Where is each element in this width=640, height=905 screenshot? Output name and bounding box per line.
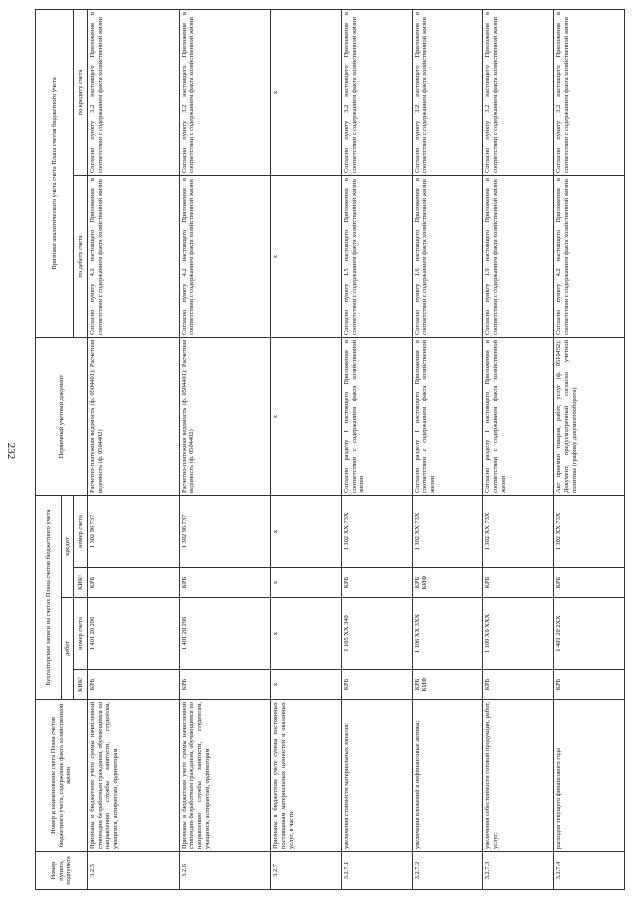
- cell-name: Признаны в бюджетном учете суммы начисленной стипендии безработным гражданам, обучающимся по направлению службы занятости, студентам, учащимся, аспирантам, ординаторам: [179, 700, 271, 852]
- cell-doc: Акт приемки товаров, работ, услуг (ф. 0510452); Документ, предусмотренный согласно учетной политике (графику документооборота): [554, 337, 625, 495]
- table-row: [483, 9, 554, 889]
- cell-num: 3.2.5: [88, 852, 180, 890]
- cell-num: 3.2.6: [179, 852, 271, 890]
- table-row: [179, 9, 271, 889]
- cell-acc-credit: x: [271, 495, 342, 567]
- cell-acc-debit: 1 401 20 296: [179, 598, 271, 670]
- cell-doc: Согласно разделу I настоящего Приложения в соответствии с содержанием факта хозяйственной жизни: [483, 337, 554, 495]
- cell-kik-credit: x: [271, 568, 342, 598]
- header-by-credit: по кредиту счета: [74, 9, 88, 175]
- cell-kik-credit: КРБ КИФ: [412, 568, 483, 598]
- cell-sign-debit: Согласно пункту 4.2 настоящего Приложения в соответствии с содержанием факта хозяйственной жизни: [88, 175, 180, 337]
- table-row: [554, 9, 625, 889]
- cell-sign-credit: Согласно пункту 3.2 настоящего Приложения в соответствии с содержанием факта хозяйственной жизни: [483, 9, 554, 175]
- header-entries: Бухгалтерские записи на счетах Плана счетов бюджетного учета: [36, 495, 62, 699]
- cell-kik-debit: КРБ КИФ: [412, 670, 483, 700]
- cell-sign-debit: Согласно пункту 4.2 настоящего Приложения в соответствии с содержанием факта хозяйственной жизни: [554, 175, 625, 337]
- cell-sign-debit: x: [271, 175, 342, 337]
- accounting-table: [35, 9, 625, 890]
- table-row: [88, 9, 180, 889]
- header-acc-debit: номер счета: [74, 598, 88, 670]
- cell-sign-credit: Согласно пункту 3.2 настоящего Приложения в соответствии с содержанием факта хозяйственной жизни: [412, 9, 483, 175]
- header-doc: Первичный учетный документ: [36, 337, 88, 495]
- cell-sign-credit: x: [271, 9, 342, 175]
- cell-acc-debit: x: [271, 598, 342, 670]
- cell-num: 3.2.7.1: [341, 852, 412, 890]
- cell-num: 3.2.7.4: [554, 852, 625, 890]
- cell-acc-credit: 1 302 XX 73X: [554, 495, 625, 567]
- cell-kik-debit: КРБ: [88, 670, 180, 700]
- page-number: 232: [5, 442, 17, 460]
- rotated-page: [35, 10, 625, 890]
- cell-name: Признаны в бюджетном учете суммы постоянных поставщикам материальных ценностей и оказанных услуг, в части:: [271, 700, 342, 852]
- cell-name: увеличения вложений в нефинансовые активы;: [412, 700, 483, 852]
- cell-sign-debit: Согласно пункту 1.9 настоящего Приложения в соответствии с содержанием факта хозяйственной жизни: [483, 175, 554, 337]
- header-by-debit: по дебету счета: [74, 175, 88, 337]
- cell-kik-credit: КРБ: [88, 568, 180, 598]
- cell-kik-credit: КРБ: [179, 568, 271, 598]
- cell-kik-debit: КРБ: [179, 670, 271, 700]
- cell-acc-debit: 1 401 20 296: [88, 598, 180, 670]
- cell-doc: Расчетно-платежная ведомость (ф. 0504401); Расчетная ведомость (ф. 0504402): [88, 337, 180, 495]
- cell-kik-credit: КРБ: [483, 568, 554, 598]
- header-kik-credit: КИК¹: [74, 568, 88, 598]
- cell-sign-debit: Согласно пункту 1.5 настоящего Приложения в соответствии с содержанием факта хозяйственной жизни: [341, 175, 412, 337]
- table-row: [341, 9, 412, 889]
- cell-doc: Расчетно-платежная ведомость (ф. 0504401); Расчетная ведомость (ф. 0504402): [179, 337, 271, 495]
- cell-acc-debit: 1 109 X0 XXX: [483, 598, 554, 670]
- header-num: Номер пункта, подпункта: [36, 852, 88, 890]
- cell-name: расходов текущего финансового года: [554, 700, 625, 852]
- cell-num: 3.2.7.3: [483, 852, 554, 890]
- header-name: Номер и наименование счета Плана счетов бюджетного учета, содержание факта хозяйственной жизни: [36, 700, 88, 852]
- cell-acc-credit: 1 302 XX 73X: [483, 495, 554, 567]
- cell-kik-debit: КРБ: [483, 670, 554, 700]
- cell-acc-credit: 1 302 96 737: [179, 495, 271, 567]
- cell-acc-debit: 1 105 XX 340: [341, 598, 412, 670]
- cell-num: 3.2.7.2: [412, 852, 483, 890]
- cell-acc-credit: 1 302 XX 73X: [341, 495, 412, 567]
- cell-sign-credit: Согласно пункту 3.2 настоящего Приложения в соответствии с содержанием факта хозяйственной жизни: [341, 9, 412, 175]
- cell-doc: Согласно разделу I настоящего Приложения в соответствии с содержанием факта хозяйственной жизни: [341, 337, 412, 495]
- cell-name: увеличения стоимости материальных запасов;: [341, 700, 412, 852]
- header-kik-debit: КИК¹: [74, 670, 88, 700]
- cell-sign-credit: Согласно пункту 3.2 настоящего Приложения в соответствии с содержанием факта хозяйственной жизни: [554, 9, 625, 175]
- header-acc-credit: номер счета: [74, 495, 88, 567]
- cell-name: Признаны в бюджетном учете суммы начисленной стипендии безработным гражданам, обучающимся по направлению службы занятости, студентам, учащимся, аспирантам, ординаторам: [88, 700, 180, 852]
- cell-acc-debit: 1 401 20 2XX: [554, 598, 625, 670]
- cell-num: 3.2.7: [271, 852, 342, 890]
- cell-doc: Согласно разделу I настоящего Приложения в соответствии с содержанием факта хозяйственной жизни: [412, 337, 483, 495]
- header-signs: Признаки аналитического учета счета Плана счетов бюджетного учета: [36, 9, 74, 337]
- cell-kik-debit: КРБ: [554, 670, 625, 700]
- header-credit: кредит: [62, 495, 74, 597]
- cell-doc: x: [271, 337, 342, 495]
- cell-sign-credit: Согласно пункту 3.2 настоящего Приложения в соответствии с содержанием факта хозяйственной жизни: [88, 9, 180, 175]
- cell-sign-debit: Согласно пункту 4.2 настоящего Приложения в соответствии с содержанием факта хозяйственной жизни: [179, 175, 271, 337]
- cell-kik-debit: КРБ: [341, 670, 412, 700]
- cell-acc-credit: 1 302 XX 73X: [412, 495, 483, 567]
- cell-kik-credit: КРБ: [554, 568, 625, 598]
- cell-name: увеличения себестоимости готовой продукции, работ, услуг;: [483, 700, 554, 852]
- cell-acc-debit: 1 106 XX 3XX: [412, 598, 483, 670]
- cell-kik-credit: КРБ: [341, 568, 412, 598]
- table-row: [271, 9, 342, 889]
- table-row: [412, 9, 483, 889]
- cell-sign-credit: Согласно пункту 3.2 настоящего Приложения в соответствии с содержанием факта хозяйственной жизни: [179, 9, 271, 175]
- cell-acc-credit: 1 302 96 737: [88, 495, 180, 567]
- cell-sign-debit: Согласно пункту 1.6 настоящего Приложения в соответствии с содержанием факта хозяйственной жизни: [412, 175, 483, 337]
- header-debit: дебет: [62, 598, 74, 700]
- cell-kik-debit: x: [271, 670, 342, 700]
